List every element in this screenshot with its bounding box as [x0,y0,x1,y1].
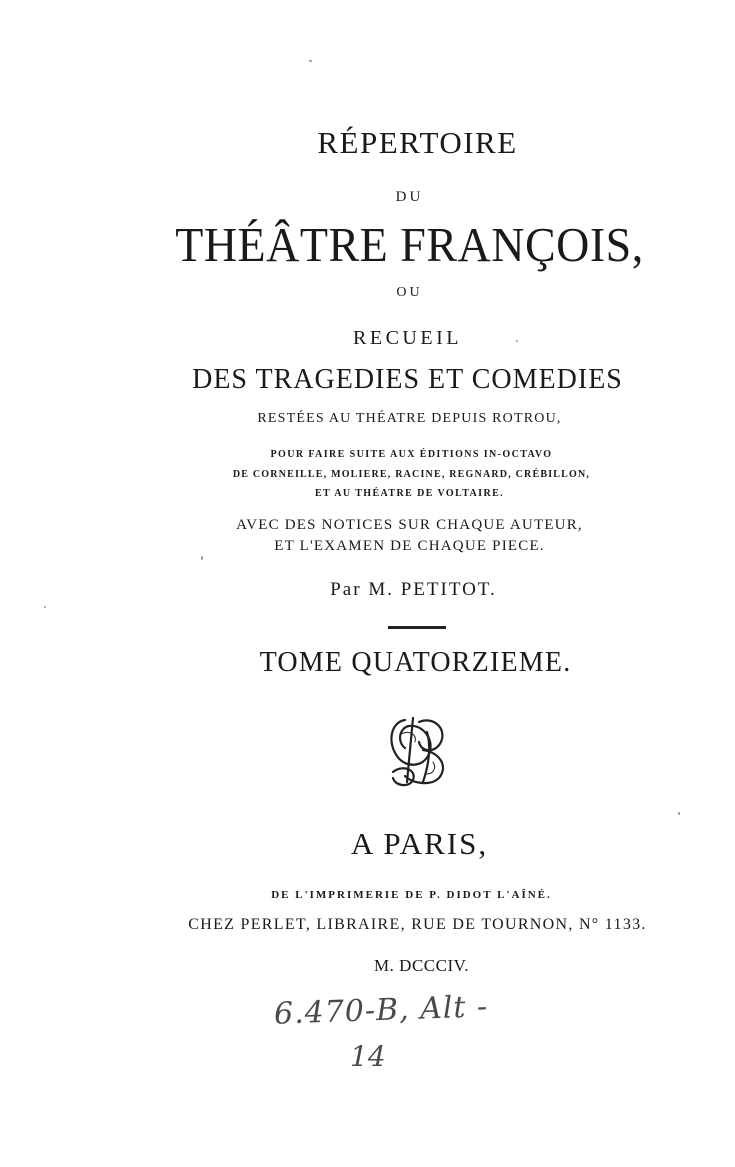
subtitle-suite-line-2: DE CORNEILLE, MOLIERE, RACINE, REGNARD, CRÉBILLON, [232,469,591,480]
subtitle-restees: RESTÉES AU THÉATRE DEPUIS ROTROU, [257,411,562,426]
subtitle-recueil: RECUEIL [353,327,462,349]
paper-speck [44,606,46,608]
title-ou: OU [396,285,423,300]
title-repertoire: RÉPERTOIRE [317,125,518,160]
subtitle-suite-line-3: ET AU THÉATRE DE VOLTAIRE. [314,488,505,499]
shelfmark-line-2: 14 [350,1040,386,1073]
title-theatre-francois: THÉÂTRE FRANÇOIS, [175,217,644,272]
subtitle-notices: AVEC DES NOTICES SUR CHAQUE AUTEUR, [236,517,583,533]
subtitle-tragedies-comedies: DES TRAGEDIES ET COMEDIES [192,364,623,395]
volume-number: TOME QUATORZIEME. [259,647,572,678]
paper-speck [201,556,203,560]
author-line [46,580,735,599]
paper-speck [516,340,518,342]
subtitle-suite-line-1: POUR FAIRE SUITE AUX ÉDITIONS IN-OCTAVO [270,449,553,460]
divider-rule [388,626,446,629]
printer-monogram-icon [383,712,453,788]
subtitle-examen: ET L'EXAMEN DE CHAQUE PIECE. [274,538,545,554]
author-name: M. PETITOT. [368,579,497,600]
imprint-city: A PARIS, [350,826,489,861]
author-par: Par [330,579,362,600]
imprint-bookseller: CHEZ PERLET, LIBRAIRE, RUE DE TOURNON, N° 1133. [188,916,647,933]
paper-speck [309,60,312,62]
imprint-printer: DE L'IMPRIMERIE DE P. DIDOT L'AÎNÉ. [271,889,552,901]
imprint-date: M. DCCCIV. [374,956,469,975]
shelfmark-line-1: 6.470-B, Alt - [273,989,489,1032]
paper-speck [678,812,680,815]
title-du: DU [395,189,424,205]
